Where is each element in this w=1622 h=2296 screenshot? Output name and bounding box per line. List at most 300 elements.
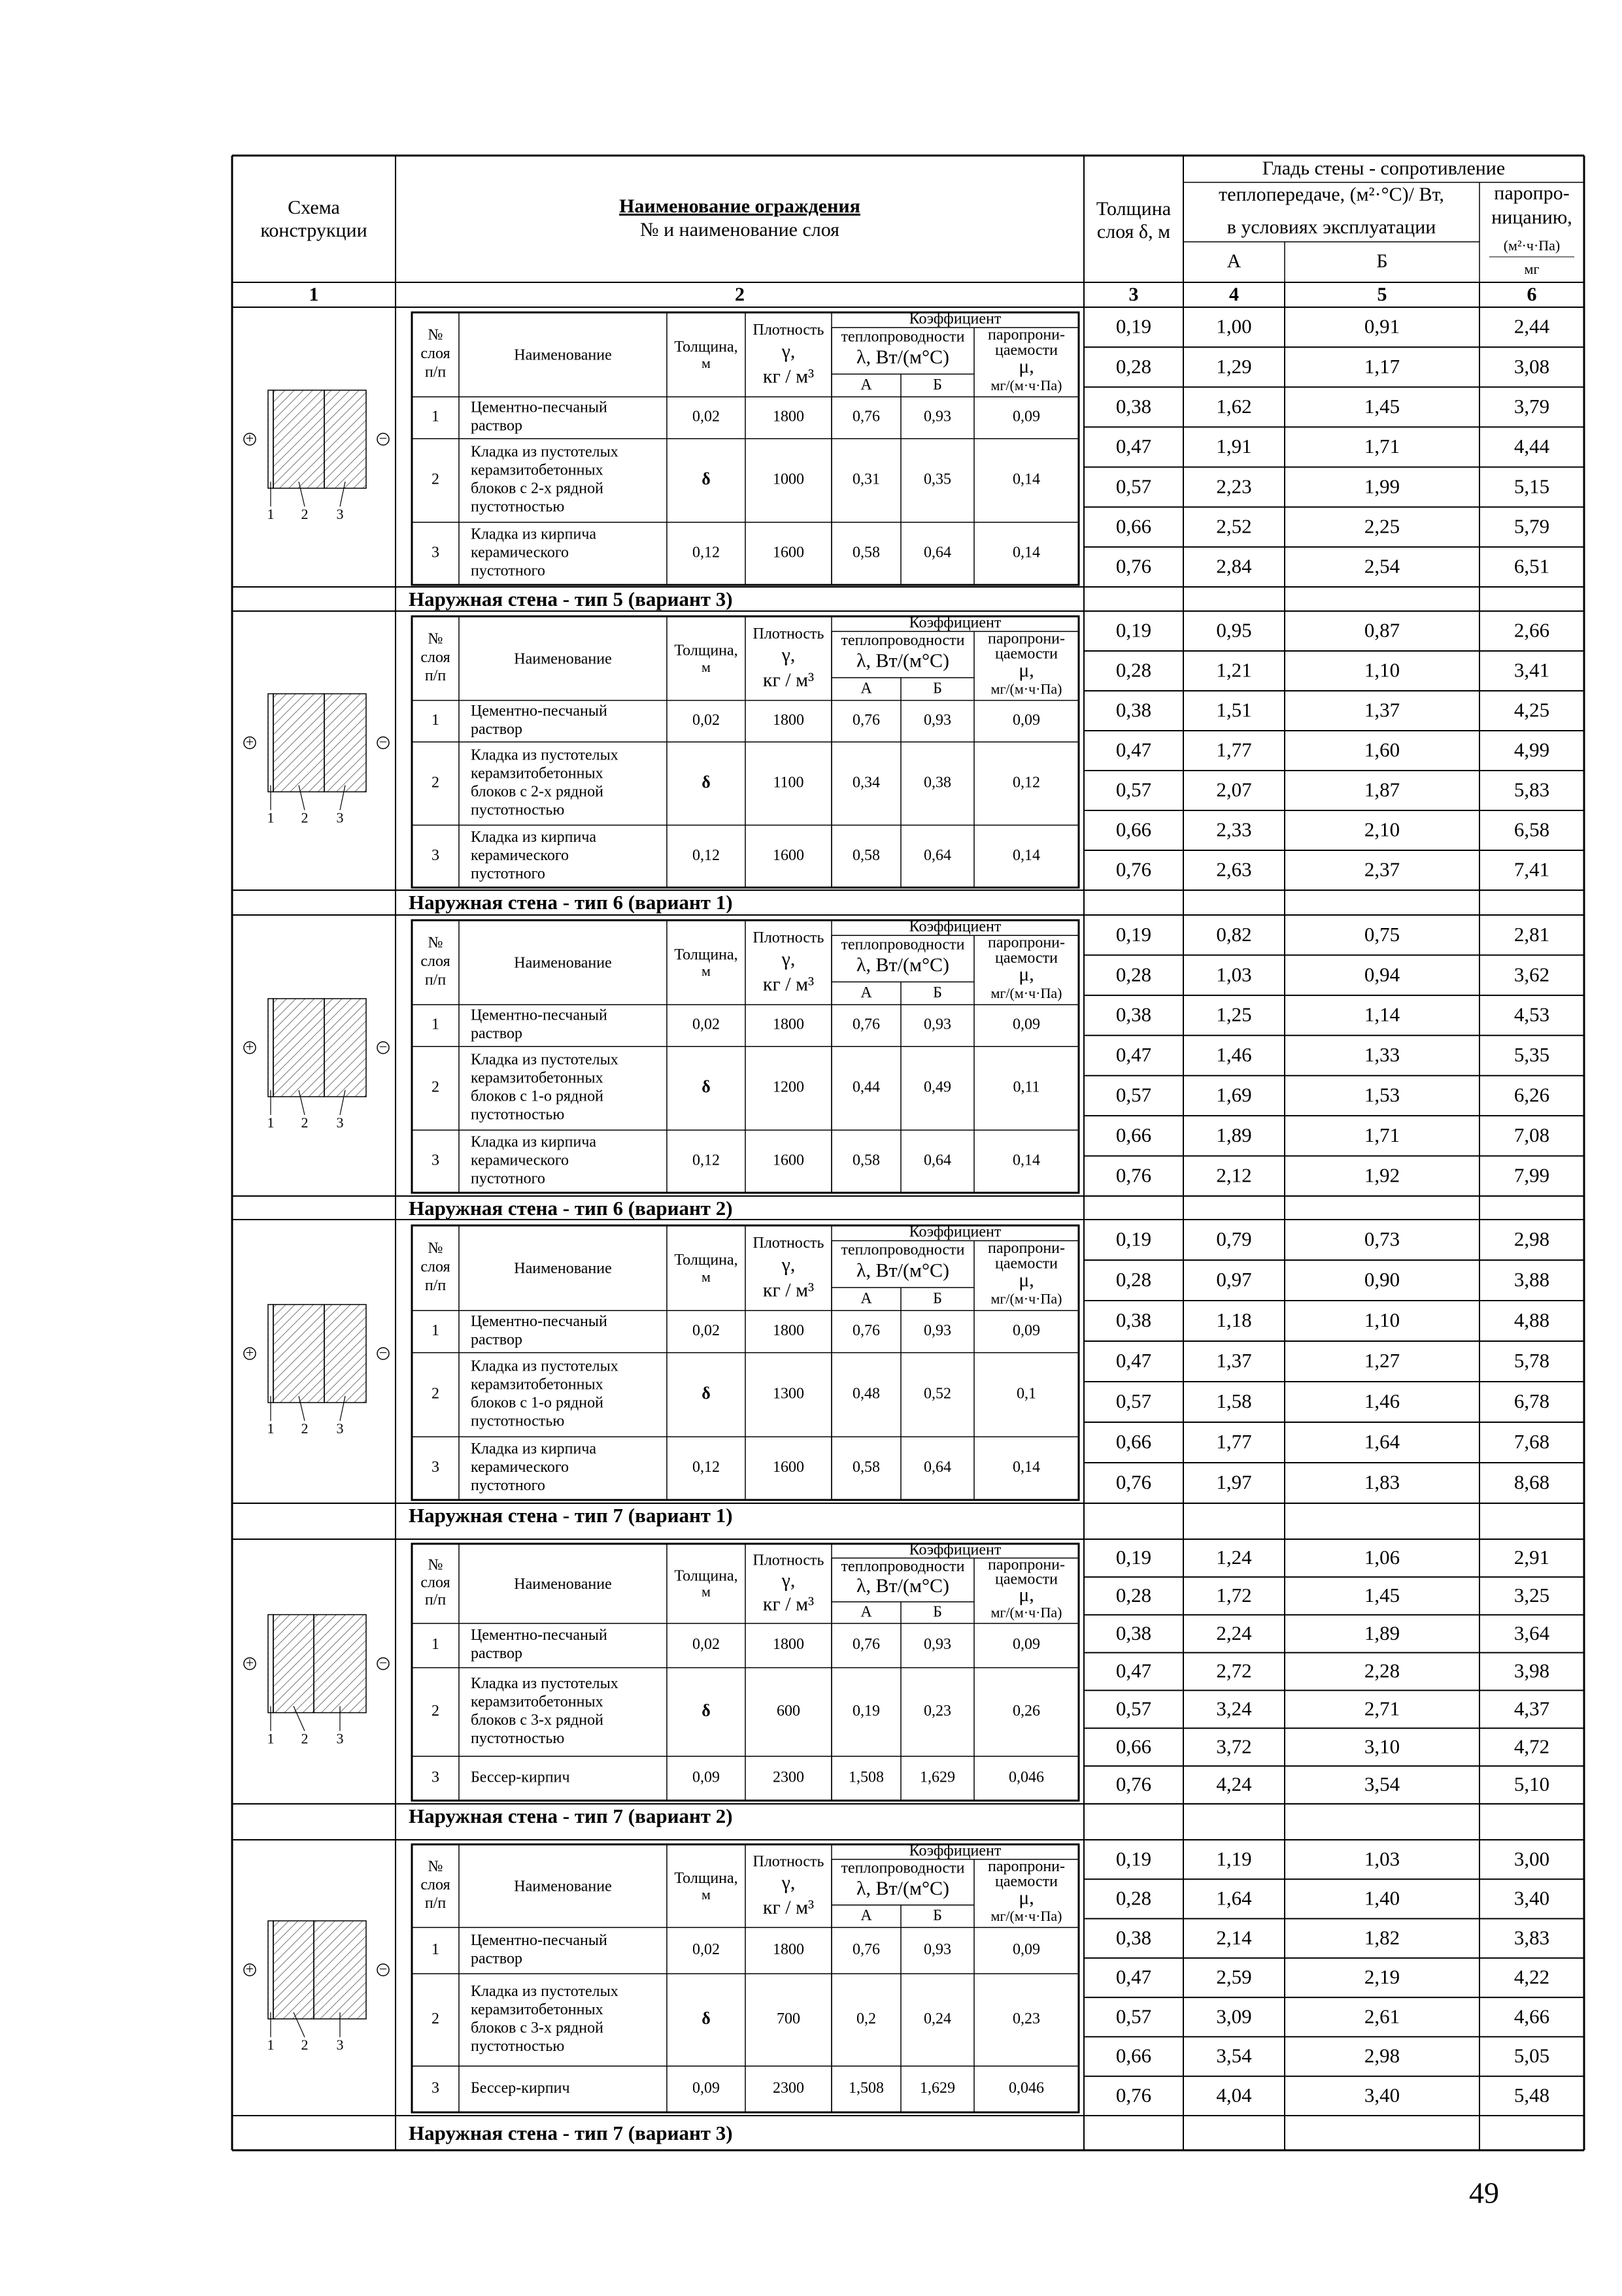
resistance-value: 0,66: [1115, 818, 1152, 841]
layer-lambda-a: 0,76: [853, 1940, 880, 1958]
layer-mu: 0,14: [1013, 846, 1040, 864]
layer-name: Бессер-кирпич: [471, 1769, 570, 1786]
layer-lambda-b: 1,629: [920, 2080, 955, 2097]
layer-name: Цементно-песчаный: [471, 1931, 607, 1949]
layer-name: пустотностью: [471, 801, 565, 819]
layer-density: 2300: [773, 2080, 804, 2097]
cell-text: А: [860, 1603, 872, 1621]
layer-name: керамзитобетонных: [471, 765, 603, 782]
resistance-value: 8,68: [1513, 1471, 1550, 1494]
column-number: 6: [1527, 283, 1537, 305]
cell-text: Коэффициент: [909, 1541, 1002, 1559]
layer-name: раствор: [471, 1025, 522, 1042]
resistance-value: 1,97: [1216, 1471, 1252, 1494]
resistance-value: 3,09: [1216, 2005, 1252, 2028]
section-caption: Наружная стена - тип 6 (вариант 2): [409, 1197, 733, 1220]
layer-density: 1800: [773, 1322, 804, 1339]
resistance-value: 1,91: [1216, 435, 1252, 458]
cell-text: кг / м³: [762, 1279, 815, 1301]
layer-name: Кладка из кирпича: [471, 1440, 597, 1458]
layer-name: Цементно-песчаный: [471, 1007, 607, 1024]
column-number: 3: [1128, 283, 1139, 305]
layer-index: 3: [336, 1730, 344, 1747]
cell-text: м: [701, 1886, 711, 1903]
layer-mu: 0,09: [1013, 1016, 1040, 1033]
cell-text: λ, Вт/(м°С): [856, 954, 949, 976]
block-layer: [273, 694, 324, 792]
cell-text: γ,: [781, 1254, 796, 1276]
resistance-value: 1,46: [1364, 1389, 1400, 1413]
cell-text: мг/(м·ч·Па): [990, 1907, 1062, 1924]
layer-number: 3: [431, 1769, 439, 1786]
layer-name: пустотного: [471, 1170, 545, 1188]
section-caption: Наружная стена - тип 5 (вариант 3): [409, 588, 733, 611]
layer-lambda-b: 1,629: [920, 1769, 955, 1786]
plus-sign: +: [245, 1654, 254, 1671]
resistance-value: 0,28: [1115, 354, 1152, 378]
cell-text: кг / м³: [762, 973, 815, 995]
layer-lambda-b: 0,64: [924, 1152, 951, 1169]
resistance-value: 6,51: [1513, 554, 1550, 578]
resistance-value: 0,79: [1216, 1227, 1252, 1251]
resistance-value: 0,76: [1115, 1772, 1152, 1796]
layer-name: пустотного: [471, 865, 545, 882]
layer-name: керамического: [471, 544, 569, 561]
resistance-value: 5,83: [1513, 778, 1550, 801]
resistance-value: 0,19: [1115, 1546, 1152, 1569]
cell-text: теплопроводности: [841, 632, 965, 650]
layer-density: 2300: [773, 1769, 804, 1786]
layer-number: 2: [431, 1078, 439, 1096]
cell-text: паропрони-: [987, 934, 1066, 952]
resistance-value: 1,10: [1364, 1308, 1400, 1332]
resistance-value: 2,98: [1364, 2044, 1400, 2067]
column-number: 5: [1377, 283, 1387, 305]
cell-text: №: [428, 934, 443, 952]
layer-lambda-a: 0,34: [853, 774, 880, 791]
layer-mu: 0,1: [1017, 1385, 1036, 1403]
layer-name: блоков с 1-о рядной: [471, 1088, 603, 1105]
layer-lambda-a: 0,19: [853, 1702, 880, 1720]
resistance-value: 4,99: [1513, 738, 1550, 761]
cell-text: м: [701, 1583, 711, 1600]
layer-name: Кладка из кирпича: [471, 525, 597, 543]
layer-number: 1: [431, 711, 439, 729]
cell-text: м: [701, 1268, 711, 1285]
resistance-value: 1,87: [1364, 778, 1400, 801]
layer-name: Цементно-песчаный: [471, 1627, 607, 1644]
layer-name: пустотного: [471, 1477, 545, 1495]
resistance-value: 1,62: [1216, 394, 1252, 418]
layer-lambda-b: 0,24: [924, 2010, 951, 2028]
resistance-value: 5,10: [1513, 1772, 1550, 1796]
cell-text: п/п: [424, 363, 447, 381]
layer-index: 2: [301, 1420, 309, 1437]
cell-text: А: [860, 1289, 872, 1307]
layer-lambda-a: 0,2: [856, 2010, 876, 2028]
cell-text: мг/(м·ч·Па): [990, 984, 1062, 1001]
resistance-value: 2,10: [1364, 818, 1400, 841]
resistance-value: 0,28: [1115, 1886, 1152, 1910]
layer-name: Кладка из кирпича: [471, 828, 597, 846]
resistance-value: 1,24: [1216, 1546, 1252, 1569]
layer-number: 1: [431, 408, 439, 425]
cell-text: теплопередаче, (м²·°С)/ Вт,: [1219, 183, 1444, 205]
resistance-value: 1,25: [1216, 1003, 1252, 1026]
resistance-value: 2,71: [1364, 1697, 1400, 1720]
cell-text: Наименование: [514, 1878, 612, 1895]
column-number: 2: [735, 283, 745, 305]
layer-name: блоков с 3-х рядной: [471, 2020, 603, 2037]
cell-text: Толщина,: [674, 1869, 738, 1887]
cell-text: Плотность: [752, 1853, 824, 1871]
resistance-value: 1,51: [1216, 698, 1252, 722]
resistance-value: 0,66: [1115, 1123, 1152, 1146]
cell-text: паропро-: [1494, 182, 1570, 204]
resistance-value: 0,47: [1115, 1659, 1152, 1682]
resistance-value: 4,04: [1216, 2083, 1252, 2106]
resistance-value: 0,19: [1115, 922, 1152, 946]
cell-text: Плотность: [752, 929, 824, 946]
layer-thickness: 0,12: [692, 544, 720, 561]
resistance-value: 3,24: [1216, 1697, 1252, 1720]
layer-index: 3: [336, 1420, 344, 1437]
resistance-value: 1,18: [1216, 1308, 1252, 1332]
cell-text: паропрони-: [987, 326, 1066, 344]
cell-text: Коэффициент: [909, 310, 1002, 328]
resistance-value: 1,29: [1216, 354, 1252, 378]
resistance-value: 0,47: [1115, 738, 1152, 761]
resistance-value: 0,38: [1115, 1308, 1152, 1332]
layer-mu: 0,046: [1009, 1769, 1044, 1786]
layer-mu: 0,11: [1013, 1078, 1040, 1096]
cell-text: γ,: [781, 1569, 796, 1591]
resistance-value: 1,83: [1364, 1471, 1400, 1494]
section-caption: Наружная стена - тип 7 (вариант 1): [409, 1504, 733, 1527]
resistance-value: 0,76: [1115, 1471, 1152, 1494]
layer-thickness: 0,09: [692, 2080, 720, 2097]
resistance-value: 0,87: [1364, 618, 1400, 642]
resistance-value: 0,38: [1115, 394, 1152, 418]
brick-layer: [324, 390, 366, 488]
layer-mu: 0,046: [1009, 2080, 1044, 2097]
brick-layer: [324, 694, 366, 792]
resistance-value: 2,59: [1216, 1965, 1252, 1989]
cell-text: п/п: [424, 1895, 447, 1912]
cell-text: μ,: [1019, 1886, 1034, 1908]
inner-layer-table: [412, 1544, 1079, 1801]
cell-text: Схема: [288, 196, 340, 218]
cell-text: паропрони-: [987, 630, 1066, 648]
minus-sign: −: [379, 1961, 388, 1978]
resistance-value: 3,10: [1364, 1735, 1400, 1758]
layer-thickness: 0,12: [692, 1152, 720, 1169]
resistance-value: 0,28: [1115, 658, 1152, 682]
layer-mu: 0,23: [1013, 2010, 1040, 2028]
layer-mu: 0,14: [1013, 1152, 1040, 1169]
cell-text: цаемости: [995, 645, 1058, 663]
brick-layer: [324, 1305, 366, 1403]
resistance-value: 0,19: [1115, 314, 1152, 338]
cell-text: теплопроводности: [841, 1558, 965, 1576]
resistance-value: 3,25: [1513, 1583, 1550, 1606]
resistance-value: 3,64: [1513, 1621, 1550, 1644]
plaster-layer: [268, 999, 273, 1097]
layer-density: 1600: [773, 1152, 804, 1169]
layer-thickness: 0,02: [692, 408, 720, 425]
resistance-value: 0,28: [1115, 1583, 1152, 1606]
resistance-value: 0,82: [1216, 922, 1252, 946]
resistance-value: 1,45: [1364, 1583, 1400, 1606]
brick-layer: [314, 1615, 366, 1713]
layer-thickness: δ: [701, 1383, 711, 1403]
cell-text: γ,: [781, 1871, 796, 1893]
layer-name: пустотностью: [471, 1729, 565, 1747]
resistance-value: 3,72: [1216, 1735, 1252, 1758]
resistance-value: 0,38: [1115, 1925, 1152, 1949]
cell-text: теплопроводности: [841, 328, 965, 346]
cell-text: Плотность: [752, 1552, 824, 1569]
plus-sign: +: [245, 1039, 254, 1056]
cell-text: λ, Вт/(м°С): [856, 650, 949, 672]
layer-lambda-b: 0,93: [924, 1016, 951, 1033]
layer-lambda-a: 1,508: [849, 2080, 884, 2097]
resistance-value: 4,22: [1513, 1965, 1550, 1989]
resistance-value: 0,19: [1115, 1847, 1152, 1871]
resistance-value: 0,76: [1115, 2083, 1152, 2106]
layer-index: 2: [301, 506, 309, 523]
layer-name: раствор: [471, 720, 522, 738]
layer-name: Кладка из пустотелых: [471, 443, 618, 461]
cell-text: Б: [933, 680, 942, 697]
plus-sign: +: [245, 1961, 254, 1978]
layer-number: 3: [431, 846, 439, 864]
block-layer: [273, 999, 324, 1097]
resistance-value: 0,91: [1364, 314, 1400, 338]
resistance-value: 3,40: [1364, 2083, 1400, 2106]
minus-sign: −: [379, 733, 388, 750]
cell-text: Б: [933, 1603, 942, 1621]
cell-text: п/п: [424, 667, 447, 685]
cell-text: μ,: [1019, 356, 1034, 378]
layer-density: 600: [777, 1702, 800, 1720]
resistance-value: 1,06: [1364, 1546, 1400, 1569]
resistance-value: 1,89: [1216, 1123, 1252, 1146]
layer-thickness: δ: [701, 1701, 711, 1720]
layer-index: 1: [267, 2037, 275, 2054]
layer-lambda-b: 0,64: [924, 544, 951, 561]
resistance-value: 0,94: [1364, 963, 1400, 986]
cell-text: Толщина,: [674, 946, 738, 963]
resistance-value: 0,66: [1115, 2044, 1152, 2067]
resistance-value: 0,57: [1115, 1697, 1152, 1720]
resistance-value: 7,08: [1513, 1123, 1550, 1146]
layer-number: 1: [431, 1016, 439, 1033]
plaster-layer: [268, 1305, 273, 1403]
resistance-value: 2,23: [1216, 474, 1252, 498]
layer-name: Цементно-песчаный: [471, 702, 607, 720]
cell-text: Плотность: [752, 321, 824, 339]
wall-section-diagram: [244, 1921, 389, 2037]
cell-text: теплопроводности: [841, 936, 965, 954]
cell-text: кг / м³: [762, 669, 815, 691]
layer-number: 1: [431, 1940, 439, 1958]
layer-density: 1800: [773, 1940, 804, 1958]
cell-text: μ,: [1019, 963, 1034, 986]
resistance-value: 5,05: [1513, 2044, 1550, 2067]
resistance-value: 1,21: [1216, 658, 1252, 682]
resistance-value: 0,47: [1115, 1965, 1152, 1989]
resistance-value: 7,99: [1513, 1163, 1550, 1187]
plaster-layer: [268, 694, 273, 792]
layer-name: пустотностью: [471, 1412, 565, 1430]
layer-mu: 0,09: [1013, 1322, 1040, 1339]
layer-density: 1300: [773, 1385, 804, 1403]
layer-thickness: 0,12: [692, 846, 720, 864]
wall-section-diagram: [244, 390, 389, 507]
layer-mu: 0,12: [1013, 774, 1040, 791]
minus-sign: −: [379, 1654, 388, 1671]
cell-text: Наименование: [514, 954, 612, 972]
cell-text: №: [428, 1239, 443, 1257]
brick-layer: [314, 1921, 366, 2019]
cell-text: Коэффициент: [909, 1842, 1002, 1859]
layer-mu: 0,09: [1013, 711, 1040, 729]
cell-text: (м²·ч·Па): [1503, 237, 1561, 254]
resistance-value: 3,08: [1513, 354, 1550, 378]
brick-layer: [324, 999, 366, 1097]
resistance-value: 1,27: [1364, 1349, 1400, 1373]
resistance-value: 4,37: [1513, 1697, 1550, 1720]
layer-number: 2: [431, 471, 439, 488]
resistance-value: 3,88: [1513, 1268, 1550, 1291]
resistance-value: 2,91: [1513, 1546, 1550, 1569]
layer-name: Кладка из кирпича: [471, 1133, 597, 1151]
resistance-value: 1,17: [1364, 354, 1400, 378]
resistance-value: 1,72: [1216, 1583, 1252, 1606]
resistance-value: 1,19: [1216, 1847, 1252, 1871]
resistance-value: 0,19: [1115, 618, 1152, 642]
resistance-value: 0,57: [1115, 2005, 1152, 2028]
cell-text: №: [428, 630, 443, 648]
layer-lambda-b: 0,23: [924, 1702, 951, 1720]
cell-text: λ, Вт/(м°С): [856, 1877, 949, 1899]
resistance-value: 4,25: [1513, 698, 1550, 722]
cell-text: кг / м³: [762, 365, 815, 388]
cell-text: λ, Вт/(м°С): [856, 346, 949, 368]
layer-mu: 0,14: [1013, 1459, 1040, 1476]
cell-text: А: [1226, 250, 1242, 272]
layer-name: керамического: [471, 1459, 569, 1476]
wall-section-diagram: [244, 1305, 389, 1421]
cell-text: γ,: [781, 948, 796, 970]
cell-text: паропрони-: [987, 1556, 1066, 1574]
resistance-value: 1,69: [1216, 1083, 1252, 1106]
section-caption: Наружная стена - тип 7 (вариант 3): [409, 2121, 733, 2145]
cell-text: №: [428, 1858, 443, 1876]
cell-text: А: [860, 376, 872, 393]
layer-name: блоков с 2-х рядной: [471, 480, 603, 497]
resistance-value: 0,57: [1115, 1389, 1152, 1413]
layer-lambda-b: 0,38: [924, 774, 951, 791]
wall-section-diagram: [244, 694, 389, 810]
layer-density: 1800: [773, 408, 804, 425]
resistance-value: 3,62: [1513, 963, 1550, 986]
plus-sign: +: [245, 733, 254, 750]
resistance-value: 4,24: [1216, 1772, 1252, 1796]
resistance-value: 1,89: [1364, 1621, 1400, 1644]
resistance-value: 0,66: [1115, 1430, 1152, 1454]
table-content: [244, 158, 1572, 2210]
resistance-value: 0,28: [1115, 963, 1152, 986]
cell-text: слоя δ, м: [1096, 220, 1171, 242]
layer-name: пустотностью: [471, 1106, 565, 1123]
cell-text: цаемости: [995, 1255, 1058, 1273]
resistance-value: 3,54: [1364, 1772, 1400, 1796]
cell-text: мг: [1524, 261, 1540, 278]
layer-density: 1600: [773, 544, 804, 561]
cell-text: Б: [933, 1289, 942, 1307]
cell-text: Коэффициент: [909, 1223, 1002, 1241]
cell-text: п/п: [424, 1591, 447, 1609]
resistance-value: 2,07: [1216, 778, 1252, 801]
resistance-value: 3,79: [1513, 394, 1550, 418]
layer-mu: 0,14: [1013, 471, 1040, 488]
cell-text: слоя: [420, 345, 450, 363]
layer-thickness: 0,02: [692, 1940, 720, 1958]
cell-text: Б: [1376, 250, 1388, 272]
resistance-value: 3,40: [1513, 1886, 1550, 1910]
layer-name: Кладка из пустотелых: [471, 1983, 618, 2001]
resistance-value: 2,72: [1216, 1659, 1252, 1682]
page-number: 49: [1469, 2176, 1499, 2210]
layer-name: керамзитобетонных: [471, 1693, 603, 1710]
resistance-value: 2,52: [1216, 514, 1252, 538]
resistance-value: 1,03: [1364, 1847, 1400, 1871]
resistance-value: 2,66: [1513, 618, 1550, 642]
resistance-value: 0,95: [1216, 618, 1252, 642]
resistance-value: 1,58: [1216, 1389, 1252, 1413]
layer-lambda-a: 0,48: [853, 1385, 880, 1403]
resistance-value: 0,75: [1364, 922, 1400, 946]
layer-number: 2: [431, 1702, 439, 1720]
plus-sign: +: [245, 430, 254, 447]
resistance-value: 1,82: [1364, 1925, 1400, 1949]
resistance-value: 0,47: [1115, 1043, 1152, 1067]
resistance-value: 1,00: [1216, 314, 1252, 338]
resistance-value: 0,57: [1115, 474, 1152, 498]
resistance-value: 0,47: [1115, 435, 1152, 458]
resistance-value: 0,57: [1115, 1083, 1152, 1106]
layer-number: 2: [431, 774, 439, 791]
layer-number: 3: [431, 1459, 439, 1476]
layer-density: 1800: [773, 711, 804, 729]
resistance-value: 6,26: [1513, 1083, 1550, 1106]
layer-index: 1: [267, 506, 275, 523]
cell-text: м: [701, 963, 711, 980]
layer-index: 1: [267, 1420, 275, 1437]
cell-text: Наименование: [514, 1575, 612, 1593]
resistance-value: 6,58: [1513, 818, 1550, 841]
block-layer: [273, 1921, 314, 2019]
plus-sign: +: [245, 1344, 254, 1361]
layer-number: 3: [431, 2080, 439, 2097]
layer-thickness: 0,12: [692, 1459, 720, 1476]
resistance-value: 6,78: [1513, 1389, 1550, 1413]
cell-text: Б: [933, 1907, 942, 1925]
layer-name: блоков с 1-о рядной: [471, 1394, 603, 1412]
layer-lambda-b: 0,49: [924, 1078, 951, 1096]
